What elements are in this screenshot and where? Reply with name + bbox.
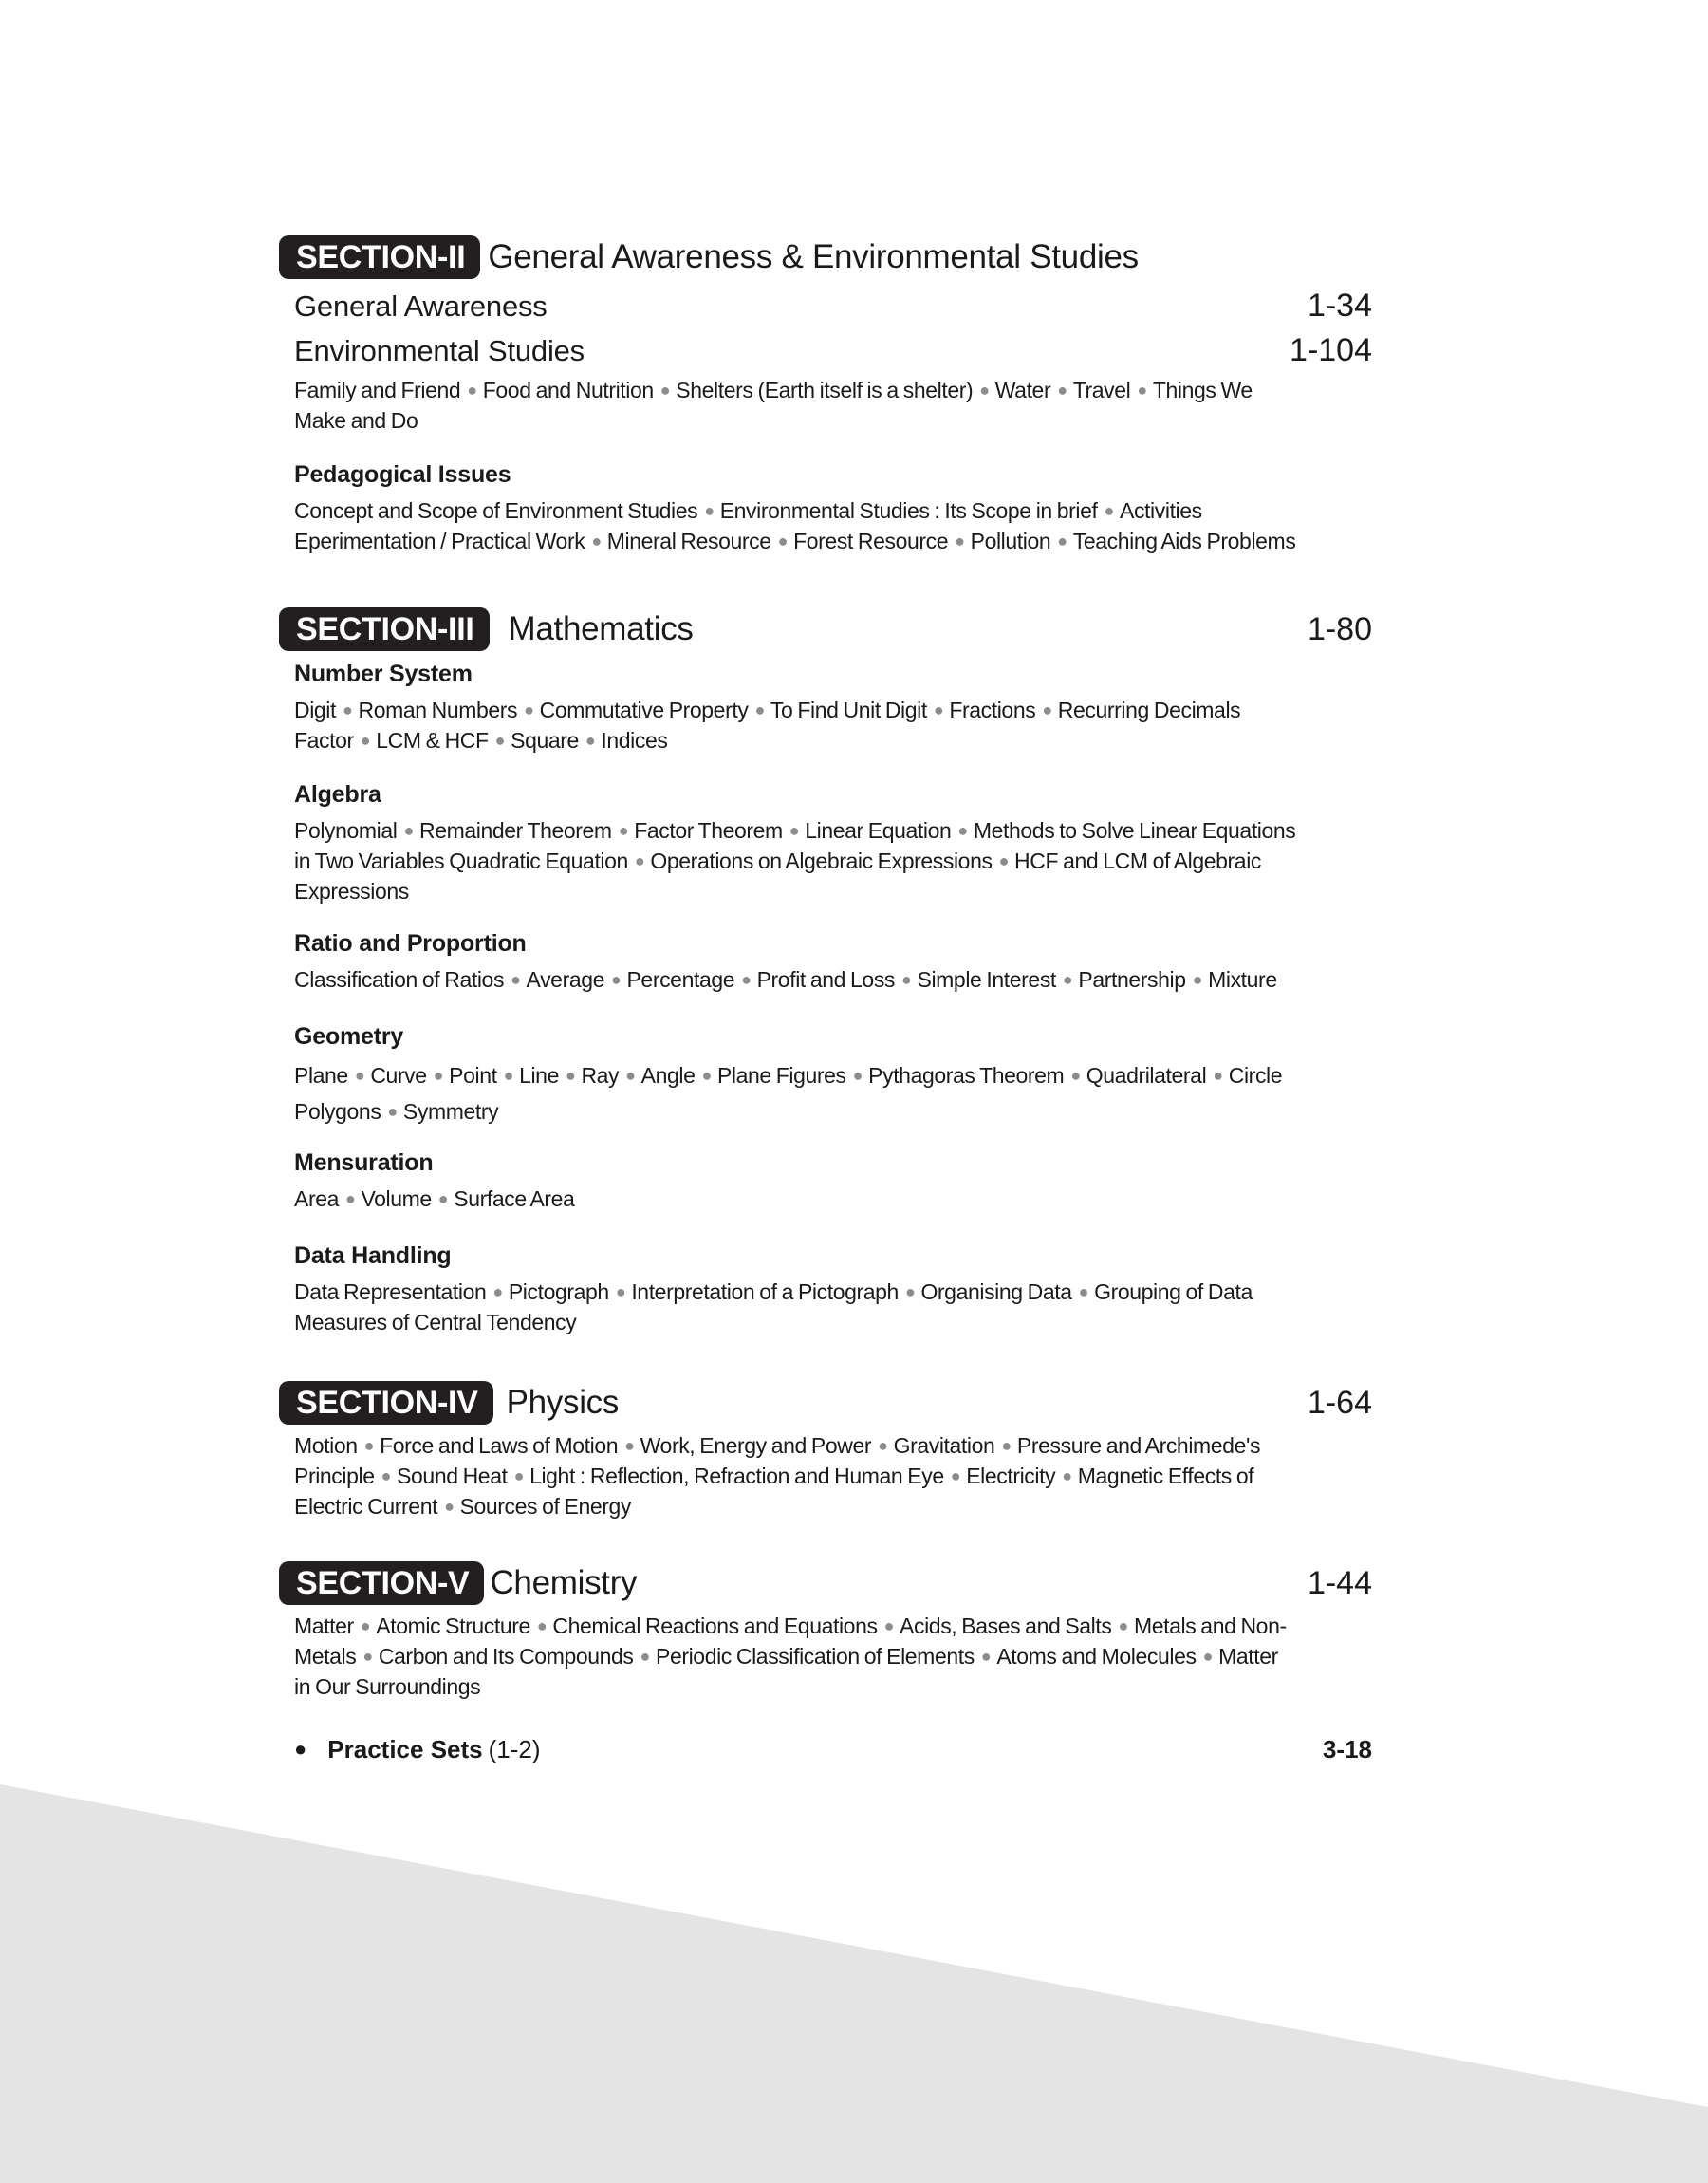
topic-item: Digit — [294, 698, 337, 722]
separator-dot-icon: ● — [1062, 970, 1073, 989]
subsection-heading: Geometry — [294, 1023, 404, 1050]
separator-dot-icon: ● — [950, 1466, 961, 1485]
topic-item: Data Representation — [294, 1279, 487, 1304]
section-header — [279, 1381, 1372, 1425]
separator-dot-icon: ● — [624, 1436, 635, 1455]
separator-dot-icon: ● — [701, 1066, 712, 1085]
subsection-heading: Mensuration — [294, 1149, 434, 1176]
practice-sets-count: (1-2) — [488, 1735, 541, 1763]
topic-item: in Our Surroundings — [294, 1674, 481, 1699]
section-tag: SECTION-IV — [279, 1381, 493, 1425]
separator-dot-icon: ● — [360, 1616, 371, 1635]
separator-dot-icon: ● — [354, 1066, 365, 1085]
topic-list — [294, 1185, 1376, 1215]
separator-dot-icon: ● — [640, 1647, 650, 1666]
practice-sets-pages: 3-18 — [1322, 1735, 1372, 1763]
separator-dot-icon: ● — [403, 821, 414, 840]
separator-dot-icon: ● — [741, 970, 752, 989]
topic-item: Pictograph — [508, 1279, 609, 1304]
topic-item: Remainder Theorem — [418, 818, 612, 843]
topic-item: HCF and LCM of Algebraic — [1014, 849, 1262, 873]
section-pages: 1-80 — [1307, 610, 1372, 647]
topic-line — [294, 1462, 1376, 1492]
topic-list — [294, 376, 1376, 435]
separator-dot-icon: ● — [511, 970, 521, 989]
separator-dot-icon: ● — [1062, 1466, 1072, 1485]
subsection-heading: Number System — [294, 661, 473, 687]
separator-dot-icon: ● — [467, 381, 477, 400]
topic-list — [294, 696, 1376, 756]
section-header — [279, 607, 1372, 651]
separator-dot-icon: ● — [1001, 1436, 1012, 1455]
toc-row — [294, 332, 1372, 369]
topic-line — [294, 1058, 1376, 1094]
separator-dot-icon: ● — [980, 1647, 992, 1666]
toc-row — [294, 288, 1372, 325]
section-header — [279, 1561, 1372, 1605]
separator-dot-icon: ● — [1213, 1066, 1223, 1085]
separator-dot-icon: ● — [979, 381, 990, 400]
separator-dot-icon: ● — [344, 1189, 356, 1208]
separator-dot-icon: ● — [625, 1066, 636, 1085]
topic-list — [294, 1431, 1376, 1522]
separator-dot-icon: ● — [513, 1466, 525, 1485]
separator-dot-icon: ● — [883, 1616, 895, 1635]
topic-item: Roman Numbers — [358, 698, 518, 722]
topic-item: Mineral Resource — [606, 529, 771, 553]
topic-item: Factor — [294, 728, 354, 753]
section-tag: SECTION-V — [279, 1561, 484, 1605]
topic-item: Surface Area — [454, 1186, 575, 1211]
topic-line — [294, 1642, 1376, 1672]
topic-item: Family and Friend — [294, 378, 461, 402]
separator-dot-icon: ● — [387, 1102, 398, 1121]
topic-item: Activities — [1120, 498, 1202, 523]
topic-item: Metals — [294, 1644, 357, 1669]
topic-item: Carbon and Its Compounds — [378, 1644, 634, 1669]
topic-item: Polygons — [294, 1099, 381, 1124]
topic-item: Profit and Loss — [756, 967, 896, 992]
topic-item: Teaching Aids Problems — [1072, 529, 1296, 553]
topic-item: Volume — [361, 1186, 432, 1211]
topic-item: Measures of Central Tendency — [294, 1310, 577, 1334]
topic-item: Light : Reflection, Refraction and Human Eye — [529, 1464, 944, 1488]
topic-line — [294, 1278, 1376, 1308]
topic-line — [294, 527, 1376, 557]
bullet-icon: ● — [294, 1737, 307, 1761]
topic-item: Acids, Bases and Salts — [900, 1614, 1112, 1638]
topic-item: Principle — [294, 1464, 375, 1488]
separator-dot-icon: ● — [1057, 532, 1068, 550]
topic-line — [294, 1492, 1376, 1522]
topic-item: Mixture — [1208, 967, 1277, 992]
subsection-heading: Pedagogical Issues — [294, 461, 511, 488]
separator-dot-icon: ● — [363, 1436, 375, 1455]
topic-item: Things We — [1152, 378, 1253, 402]
topic-line — [294, 1672, 1376, 1701]
section-pages: 1-64 — [1307, 1384, 1372, 1421]
topic-item: Atoms and Molecules — [996, 1644, 1197, 1669]
separator-dot-icon: ● — [955, 532, 965, 550]
topic-item: Metals and Non- — [1133, 1614, 1287, 1638]
topic-item: Interpretation of a Pictograph — [631, 1279, 899, 1304]
topic-item: Gravitation — [893, 1433, 995, 1458]
separator-dot-icon: ● — [1104, 501, 1115, 520]
topic-line — [294, 877, 1376, 905]
topic-item: Motion — [294, 1433, 358, 1458]
separator-dot-icon: ● — [704, 501, 715, 520]
topic-item: Chemical Reactions and Equations — [552, 1614, 878, 1638]
section-title: Chemistry — [490, 1564, 638, 1601]
section-header — [279, 235, 1372, 279]
topic-item: Food and Nutrition — [482, 378, 654, 402]
topic-item: Shelters (Earth itself is a shelter) — [676, 378, 974, 402]
topic-line — [294, 847, 1376, 877]
topic-line — [294, 1185, 1376, 1215]
separator-dot-icon: ● — [360, 731, 371, 750]
topic-item: Square — [511, 728, 579, 753]
topic-item: Matter — [1218, 1644, 1278, 1669]
topic-line — [294, 496, 1376, 527]
separator-dot-icon: ● — [777, 532, 789, 550]
topic-item: Pressure and Archimede's — [1016, 1433, 1261, 1458]
subsection-heading: Ratio and Proportion — [294, 930, 527, 957]
separator-dot-icon: ● — [444, 1497, 455, 1516]
separator-dot-icon: ● — [524, 700, 534, 719]
topic-item: Force and Laws of Motion — [380, 1433, 619, 1458]
separator-dot-icon: ● — [591, 532, 602, 550]
topic-line — [294, 965, 1376, 996]
topic-item: Quadrilateral — [1086, 1063, 1207, 1088]
topic-line — [294, 1612, 1376, 1642]
separator-dot-icon: ● — [433, 1066, 444, 1085]
toc-row-pages: 1-34 — [1307, 288, 1372, 324]
topic-line — [294, 1431, 1376, 1462]
topic-item: Symmetry — [402, 1099, 499, 1124]
topic-item: Work, Energy and Power — [640, 1433, 872, 1458]
topic-item: Plane Figures — [716, 1063, 846, 1088]
separator-dot-icon: ● — [901, 970, 912, 989]
topic-line — [294, 1094, 1376, 1130]
topic-item: To Find Unit Digit — [770, 698, 927, 722]
section-tag: SECTION-II — [279, 235, 480, 279]
topic-item: Make and Do — [294, 408, 418, 433]
separator-dot-icon: ● — [618, 821, 629, 840]
section-title: Physics — [506, 1384, 620, 1421]
separator-dot-icon: ● — [1042, 700, 1052, 719]
section-tag: SECTION-III — [279, 607, 490, 651]
separator-dot-icon: ● — [852, 1066, 863, 1085]
separator-dot-icon: ● — [1118, 1616, 1128, 1635]
topic-item: Expressions — [294, 879, 409, 904]
separator-dot-icon: ● — [437, 1189, 449, 1208]
topic-line — [294, 406, 1376, 435]
topic-item: Percentage — [626, 967, 735, 992]
separator-dot-icon: ● — [1070, 1066, 1081, 1085]
topic-item: Magnetic Effects of — [1077, 1464, 1254, 1488]
topic-item: Line — [519, 1063, 559, 1088]
topic-item: Concept and Scope of Environment Studies — [294, 498, 698, 523]
topic-item: LCM & HCF — [376, 728, 489, 753]
topic-item: Water — [994, 378, 1051, 402]
topic-item: Electric Current — [294, 1494, 438, 1519]
topic-item: Operations on Algebraic Expressions — [650, 849, 993, 873]
topic-item: Matter — [294, 1614, 354, 1638]
topic-line — [294, 816, 1376, 847]
practice-sets-label: Practice Sets — [327, 1735, 483, 1763]
separator-dot-icon: ● — [585, 731, 596, 750]
topic-item: Curve — [370, 1063, 427, 1088]
topic-item: Pythagoras Theorem — [868, 1063, 1065, 1088]
topic-item: Sources of Energy — [459, 1494, 631, 1519]
separator-dot-icon: ● — [565, 1066, 576, 1085]
separator-dot-icon: ● — [1057, 381, 1068, 400]
topic-item: Periodic Classification of Elements — [656, 1644, 975, 1669]
topic-item: Circle — [1228, 1063, 1283, 1088]
separator-dot-icon: ● — [957, 821, 968, 840]
topic-item: in Two Variables Quadratic Equation — [294, 849, 628, 873]
practice-sets-row — [294, 1735, 1372, 1764]
topic-item: Factor Theorem — [634, 818, 783, 843]
topic-line — [294, 1308, 1376, 1336]
topic-list — [294, 1058, 1376, 1130]
topic-item: Methods to Solve Linear Equations — [973, 818, 1296, 843]
separator-dot-icon: ● — [611, 970, 622, 989]
topic-item: Fractions — [949, 698, 1036, 722]
topic-item: Electricity — [966, 1464, 1056, 1488]
toc-row-pages: 1-104 — [1290, 332, 1372, 368]
topic-item: Atomic Structure — [376, 1614, 530, 1638]
separator-dot-icon: ● — [659, 381, 671, 400]
subsection-heading: Data Handling — [294, 1242, 452, 1269]
topic-item: Area — [294, 1186, 339, 1211]
topic-item: Sound Heat — [397, 1464, 508, 1488]
topic-list — [294, 1278, 1376, 1336]
separator-dot-icon: ● — [1137, 381, 1147, 400]
separator-dot-icon: ● — [536, 1616, 548, 1635]
separator-dot-icon: ● — [615, 1282, 626, 1301]
separator-dot-icon: ● — [904, 1282, 916, 1301]
separator-dot-icon: ● — [494, 731, 506, 750]
topic-item: Organising Data — [920, 1279, 1072, 1304]
topic-item: Angle — [640, 1063, 696, 1088]
separator-dot-icon: ● — [1078, 1282, 1089, 1301]
toc-row-title: General Awareness — [294, 289, 548, 323]
topic-item: Environmental Studies : Its Scope in brief — [719, 498, 1098, 523]
separator-dot-icon: ● — [634, 851, 645, 870]
topic-list — [294, 816, 1376, 905]
separator-dot-icon: ● — [1192, 970, 1203, 989]
separator-dot-icon: ● — [492, 1282, 503, 1301]
separator-dot-icon: ● — [1202, 1647, 1214, 1666]
separator-dot-icon: ● — [998, 851, 1010, 870]
separator-dot-icon: ● — [503, 1066, 514, 1085]
separator-dot-icon: ● — [343, 700, 353, 719]
topic-list — [294, 1612, 1376, 1701]
topic-item: Commutative Property — [539, 698, 749, 722]
topic-item: Partnership — [1078, 967, 1186, 992]
topic-item: Recurring Decimals — [1057, 698, 1241, 722]
subsection-heading: Algebra — [294, 781, 381, 808]
topic-item: Classification of Ratios — [294, 967, 505, 992]
topic-item: Polynomial — [294, 818, 398, 843]
topic-list — [294, 965, 1376, 996]
topic-line — [294, 696, 1376, 726]
topic-item: Eperimentation / Practical Work — [294, 529, 585, 553]
toc-row-title: Environmental Studies — [294, 334, 585, 367]
separator-dot-icon: ● — [878, 1436, 888, 1455]
topic-item: Pollution — [970, 529, 1051, 553]
topic-item: Linear Equation — [805, 818, 952, 843]
topic-list — [294, 496, 1376, 557]
section-pages: 1-44 — [1307, 1564, 1372, 1601]
separator-dot-icon: ● — [362, 1647, 373, 1666]
section-title: General Awareness & Environmental Studies — [488, 238, 1139, 275]
topic-item: Average — [526, 967, 604, 992]
topic-item: Indices — [601, 728, 668, 753]
topic-line — [294, 726, 1376, 756]
topic-item: Plane — [294, 1063, 348, 1088]
topic-item: Point — [449, 1063, 497, 1088]
topic-item: Grouping of Data — [1094, 1279, 1253, 1304]
topic-item: Simple Interest — [917, 967, 1056, 992]
separator-dot-icon: ● — [933, 700, 944, 719]
separator-dot-icon: ● — [789, 821, 800, 840]
topic-item: Travel — [1072, 378, 1131, 402]
topic-item: Forest Resource — [793, 529, 949, 553]
topic-line — [294, 376, 1376, 406]
separator-dot-icon: ● — [381, 1466, 392, 1485]
separator-dot-icon: ● — [754, 700, 765, 719]
topic-item: Ray — [581, 1063, 620, 1088]
section-title: Mathematics — [508, 610, 694, 647]
